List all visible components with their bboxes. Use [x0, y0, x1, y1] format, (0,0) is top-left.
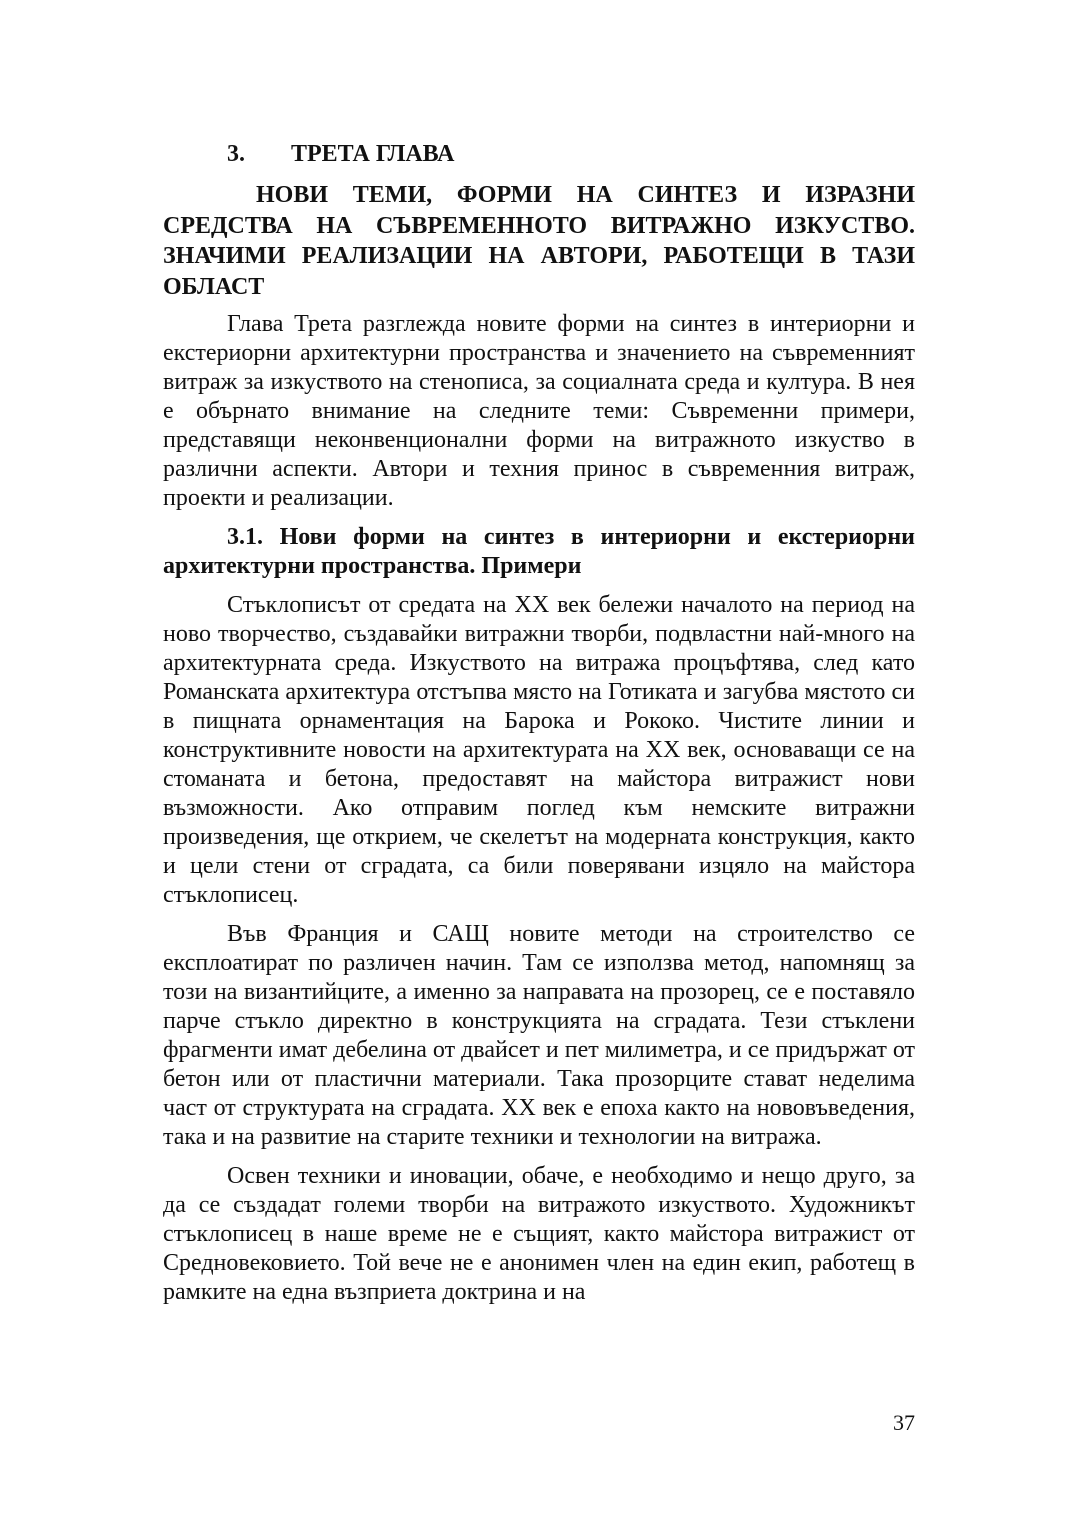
- chapter-number: 3.: [227, 141, 245, 167]
- page-number: 37: [893, 1410, 915, 1435]
- section-heading: 3.1. Нови форми на синтез в интериорни и екстериорни архитектурни пространства. Примери: [163, 524, 915, 579]
- body-paragraph: Освен техники и иновации, обаче, е необходимо и нещо друго, за да се създадат големи творби на витражото изкуството. Художникът стъклописец в наше време не е същият, както майстора витражист от Средновековието. Той вече не е анонимен член на един екип, работещ в рамките на една възприета доктрина и на: [163, 1163, 915, 1305]
- chapter-subtitle: НОВИ ТЕМИ, ФОРМИ НА СИНТЕЗ И ИЗРАЗНИ СРЕДСТВА НА СЪВРЕМЕННОТО ВИТРАЖНО ИЗКУСТВО. ЗНАЧИМИ РЕАЛИЗАЦИИ НА АВТОРИ, РАБОТЕЩИ В ТАЗИ ОБЛАСТ: [163, 182, 915, 300]
- intro-paragraph: Глава Трета разглежда новите форми на синтез в интериорни и екстериорни архитектурни пространства и значението на съвременният витраж за изкуството на стенописа, за социалната среда и култура. В нея е обърнато внимание на следните теми: Съвременни примери, представящи неконвенционални форми на витражното изкуство в различни аспекти. Автори и техния принос в съвременния витраж, проекти и реализации.: [163, 311, 915, 511]
- body-paragraph: Във Франция и САЩ новите методи на строителство се експлоатират по различен начин. Там се използва метод, напомнящ за този на византийците, а именно за направата на прозорец, се е поставяло парче стъкло директно в конструкцията на сградата. Тези стъклени фрагменти имат дебелина от двайсет и пет милиметра, и се придържат от бетон или от пластични материали. Така прозорците стават неделима част от структурата на сградата. XX век е епоха както на нововъведения, така и на развитие на старите техники и технологии на витража.: [163, 921, 915, 1150]
- chapter-title: ТРЕТА ГЛАВА: [291, 141, 455, 167]
- page-content: [163, 138, 915, 1317]
- body-paragraph: Стъклописът от средата на XX век бележи началото на период на ново творчество, създавайки витражни творби, подвластни най-много на архитектурната среда. Изкуството на витража процъфтява, след като Романската архитектура отстъпва място на Готиката и загубва мястото си в пищната орнаментация на Барока и Рококо. Чистите линии и конструктивните новости на архитектурата на XX век, основаващи се на стоманата и бетона, предоставят на майстора витражист нови възможности. Ако отправим поглед към немските витражни произведения, ще открием, че скелетът на модерната конструкция, както и цели стени от сградата, са били поверявани изцяло на майстора стъклописец.: [163, 592, 915, 908]
- chapter-heading: [163, 138, 915, 170]
